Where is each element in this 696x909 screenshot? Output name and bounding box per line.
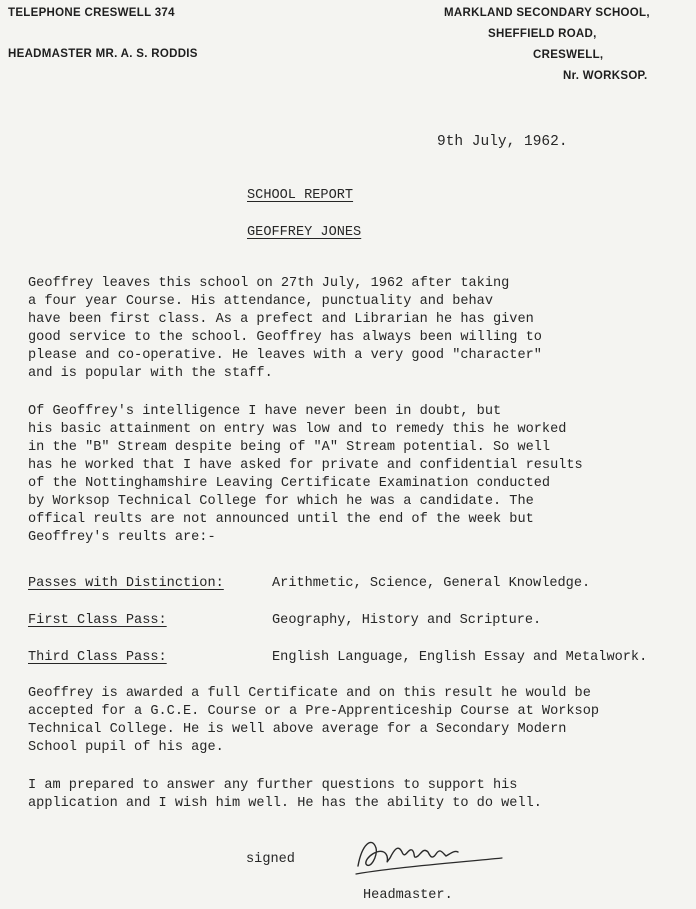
result-subjects: English Language, English Essay and Metalwork. — [272, 650, 648, 665]
text-line: Geoffrey is awarded a full Certificate and on this result he would be — [28, 686, 591, 701]
text-line: have been first class. As a prefect and Librarian he has given — [28, 312, 534, 327]
text-line: accepted for a G.C.E. Course or a Pre-Apprenticeship Course at Worksop — [28, 704, 600, 719]
text-line: Geoffrey leaves this school on 27th July, 1962 after taking — [28, 276, 510, 291]
result-subjects: Arithmetic, Science, General Knowledge. — [272, 576, 591, 591]
text-line: good service to the school. Geoffrey has always been willing to — [28, 330, 542, 345]
text-line: a four year Course. His attendance, punctuality and behav — [28, 294, 493, 309]
text-line: School pupil of his age. — [28, 740, 224, 755]
text-line: I am prepared to answer any further questions to support his — [28, 778, 518, 793]
telephone-line: TELEPHONE CRESWELL 374 — [8, 7, 175, 19]
text-line: offical reults are not announced until the end of the week but — [28, 512, 534, 527]
signature-image — [350, 826, 510, 882]
text-line: Technical College. He is well above average for a Secondary Modern — [28, 722, 567, 737]
signed-label: signed — [246, 852, 295, 867]
letter-date: 9th July, 1962. — [437, 134, 568, 150]
text-line: has he worked that I have asked for private and confidential results — [28, 458, 583, 473]
text-line: in the "B" Stream despite being of "A" Stream potential. So well — [28, 440, 551, 455]
text-line: Of Geoffrey's intelligence I have never been in doubt, but — [28, 404, 502, 419]
headmaster-line: HEADMASTER MR. A. S. RODDIS — [8, 48, 198, 60]
result-subjects: Geography, History and Scripture. — [272, 613, 542, 628]
result-label: First Class Pass: — [28, 613, 167, 628]
text-line: please and co-operative. He leaves with a very good "character" — [28, 348, 542, 363]
text-line: by Worksop Technical College for which he was a candidate. The — [28, 494, 534, 509]
result-label: Passes with Distinction: — [28, 576, 224, 591]
text-line: application and I wish him well. He has the ability to do well. — [28, 796, 542, 811]
signatory-title: Headmaster. — [363, 888, 453, 903]
text-line: Geoffrey's reults are:- — [28, 530, 216, 545]
address-line: MARKLAND SECONDARY SCHOOL, — [444, 7, 650, 19]
student-name: GEOFFREY JONES — [247, 225, 362, 240]
signature-icon — [350, 826, 510, 882]
report-title: SCHOOL REPORT — [247, 188, 354, 203]
text-line: and is popular with the staff. — [28, 366, 273, 381]
text-line: his basic attainment on entry was low and to remedy this he worked — [28, 422, 567, 437]
address-line: Nr. WORKSOP. — [563, 70, 648, 82]
result-label: Third Class Pass: — [28, 650, 167, 665]
address-line: CRESWELL, — [533, 49, 604, 61]
address-line: SHEFFIELD ROAD, — [488, 28, 597, 40]
text-line: of the Nottinghamshire Leaving Certificate Examination conducted — [28, 476, 551, 491]
